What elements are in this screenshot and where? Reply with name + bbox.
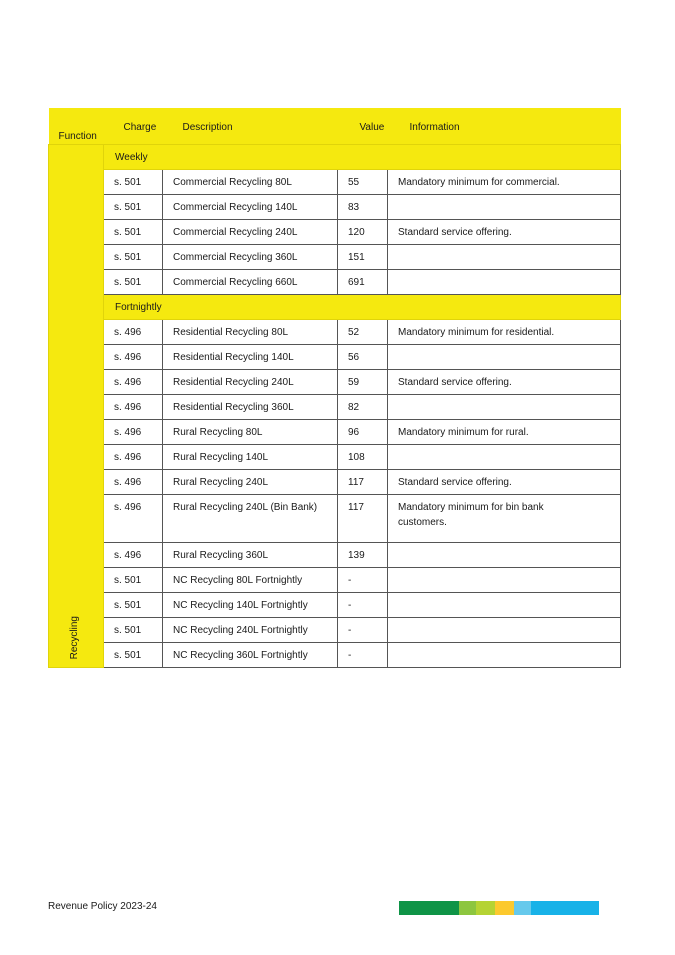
value-cell: 120	[338, 220, 388, 245]
footer-bar-segment	[459, 901, 476, 915]
information-cell	[388, 195, 621, 220]
information-cell: Mandatory minimum for residential.	[388, 320, 621, 345]
description-cell: Residential Recycling 140L	[163, 345, 338, 370]
information-cell: Mandatory minimum for rural.	[388, 420, 621, 445]
information-cell	[388, 593, 621, 618]
table-row	[49, 470, 621, 495]
group-row	[49, 145, 621, 170]
description-cell: Residential Recycling 360L	[163, 395, 338, 420]
charge-cell: s. 501	[104, 220, 163, 245]
description-cell: Commercial Recycling 80L	[163, 170, 338, 195]
table-row	[49, 370, 621, 395]
value-cell: 59	[338, 370, 388, 395]
charge-cell: s. 501	[104, 170, 163, 195]
footer-bar-segment	[399, 901, 459, 915]
information-cell	[388, 543, 621, 568]
information-cell: Standard service offering.	[388, 370, 621, 395]
information-cell: Mandatory minimum for commercial.	[388, 170, 621, 195]
description-cell: NC Recycling 240L Fortnightly	[163, 618, 338, 643]
table-row	[49, 170, 621, 195]
header-value: Value	[338, 108, 388, 145]
header-function: Function	[49, 108, 104, 145]
description-cell: Commercial Recycling 660L	[163, 270, 338, 295]
description-cell: Residential Recycling 240L	[163, 370, 338, 395]
footer-bar-segment	[476, 901, 495, 915]
value-cell: 151	[338, 245, 388, 270]
description-cell: Commercial Recycling 360L	[163, 245, 338, 270]
table-row	[49, 195, 621, 220]
charge-cell: s. 501	[104, 195, 163, 220]
table-row	[49, 395, 621, 420]
value-cell: -	[338, 593, 388, 618]
value-cell: 83	[338, 195, 388, 220]
charge-cell: s. 496	[104, 395, 163, 420]
charge-cell: s. 501	[104, 593, 163, 618]
information-cell	[388, 568, 621, 593]
description-cell: Rural Recycling 240L	[163, 470, 338, 495]
charge-cell: s. 501	[104, 270, 163, 295]
charge-cell: s. 496	[104, 320, 163, 345]
recycling-charges-table	[48, 108, 621, 668]
charge-cell: s. 496	[104, 445, 163, 470]
value-cell: 117	[338, 495, 388, 543]
information-cell	[388, 270, 621, 295]
footer-color-bar	[399, 901, 599, 915]
value-cell: 55	[338, 170, 388, 195]
value-cell: 56	[338, 345, 388, 370]
information-cell: Mandatory minimum for bin bank customers.	[388, 495, 621, 543]
table-row	[49, 568, 621, 593]
table-row	[49, 270, 621, 295]
value-cell: 139	[338, 543, 388, 568]
description-cell: NC Recycling 140L Fortnightly	[163, 593, 338, 618]
charge-cell: s. 501	[104, 618, 163, 643]
value-cell: -	[338, 568, 388, 593]
information-cell	[388, 345, 621, 370]
information-cell	[388, 618, 621, 643]
charge-cell: s. 501	[104, 568, 163, 593]
table-body	[49, 145, 621, 668]
header-charge: Charge	[104, 108, 163, 145]
charge-cell: s. 496	[104, 370, 163, 395]
group-label: Fortnightly	[104, 295, 621, 320]
description-cell: NC Recycling 360L Fortnightly	[163, 643, 338, 668]
footer-title: Revenue Policy 2023-24	[48, 901, 157, 912]
information-cell	[388, 643, 621, 668]
information-cell	[388, 395, 621, 420]
table-row	[49, 320, 621, 345]
description-cell: Commercial Recycling 240L	[163, 220, 338, 245]
value-cell: 96	[338, 420, 388, 445]
charge-cell: s. 501	[104, 245, 163, 270]
table-row	[49, 618, 621, 643]
description-cell: Rural Recycling 360L	[163, 543, 338, 568]
value-cell: 52	[338, 320, 388, 345]
function-label: Recycling	[69, 615, 80, 659]
table-row	[49, 643, 621, 668]
footer-bar-segment	[531, 901, 599, 915]
function-cell	[49, 145, 104, 668]
value-cell: 691	[338, 270, 388, 295]
table-row	[49, 245, 621, 270]
value-cell: 108	[338, 445, 388, 470]
description-cell: Rural Recycling 140L	[163, 445, 338, 470]
table-row	[49, 220, 621, 245]
table-header-row	[49, 108, 621, 145]
table-row	[49, 445, 621, 470]
charge-cell: s. 496	[104, 543, 163, 568]
charge-cell: s. 501	[104, 643, 163, 668]
description-cell: NC Recycling 80L Fortnightly	[163, 568, 338, 593]
charge-cell: s. 496	[104, 495, 163, 543]
information-cell	[388, 245, 621, 270]
footer-bar-segment	[514, 901, 531, 915]
group-label: Weekly	[104, 145, 621, 170]
charge-cell: s. 496	[104, 345, 163, 370]
information-cell: Standard service offering.	[388, 220, 621, 245]
value-cell: -	[338, 643, 388, 668]
value-cell: 82	[338, 395, 388, 420]
group-row	[49, 295, 621, 320]
table-row	[49, 543, 621, 568]
table-row	[49, 495, 621, 543]
table-row	[49, 593, 621, 618]
description-cell: Rural Recycling 80L	[163, 420, 338, 445]
charge-cell: s. 496	[104, 420, 163, 445]
description-cell: Residential Recycling 80L	[163, 320, 338, 345]
value-cell: -	[338, 618, 388, 643]
information-cell: Standard service offering.	[388, 470, 621, 495]
information-cell	[388, 445, 621, 470]
table-row	[49, 345, 621, 370]
header-information: Information	[388, 108, 621, 145]
footer-bar-segment	[495, 901, 514, 915]
description-cell: Commercial Recycling 140L	[163, 195, 338, 220]
description-cell: Rural Recycling 240L (Bin Bank)	[163, 495, 338, 543]
value-cell: 117	[338, 470, 388, 495]
header-description: Description	[163, 108, 338, 145]
table-row	[49, 420, 621, 445]
charge-cell: s. 496	[104, 470, 163, 495]
